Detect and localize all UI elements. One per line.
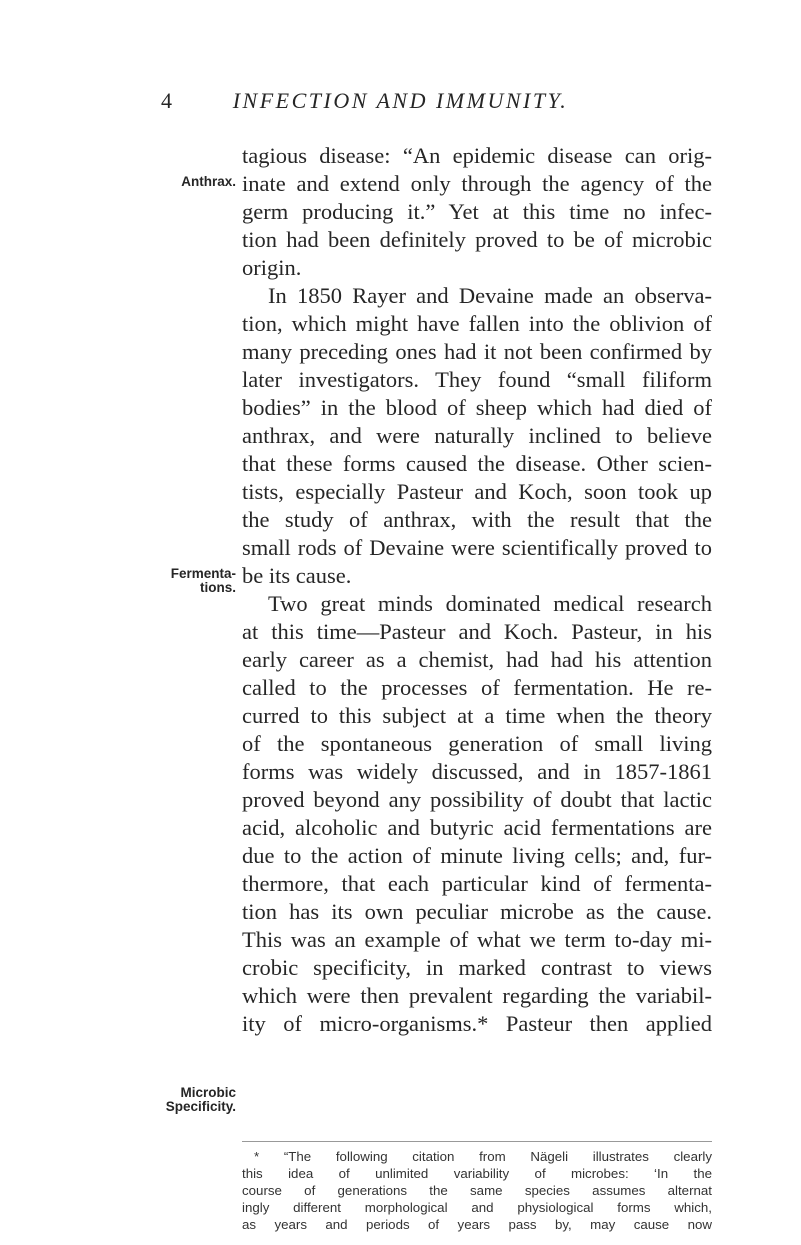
body-line: thermore, that each particular kind of fermenta- — [242, 871, 712, 896]
body-line: tion has its own peculiar microbe as the cause. — [242, 899, 712, 924]
body-line: later investigators. They found “small filiform — [242, 367, 712, 392]
page-header — [0, 86, 801, 116]
footnote-line: * “The following citation from Nägeli illustrates clearly — [254, 1149, 712, 1164]
body-line: tion, which might have fallen into the oblivion of — [242, 311, 712, 336]
running-title: INFECTION AND IMMUNITY. — [232, 88, 569, 113]
body-line: the study of anthrax, with the result that the — [242, 507, 712, 532]
body-line: tagious disease: “An epidemic disease can orig- — [242, 143, 712, 168]
margin-note-line: Microbic — [180, 1085, 236, 1100]
margin-note-line: Anthrax. — [181, 174, 236, 189]
footnote-line: this idea of unlimited variability of microbes: ‘In the — [242, 1166, 712, 1181]
body-line: acid, alcoholic and butyric acid fermentations are — [242, 815, 712, 840]
body-line: due to the action of minute living cells; and, fur- — [242, 843, 712, 868]
body-line: bodies” in the blood of sheep which had died of — [242, 395, 712, 420]
footnote-line: course of generations the same species assumes alternat — [242, 1183, 712, 1198]
body-line: germ producing it.” Yet at this time no infec- — [242, 199, 712, 224]
body-line: at this time—Pasteur and Koch. Pasteur, in his — [242, 619, 712, 644]
body-line: This was an example of what we term to-day mi- — [242, 927, 712, 952]
footnote-line: ingly different morphological and physiological forms which, — [242, 1200, 712, 1215]
margin-note-microbic-specificity — [166, 1086, 236, 1114]
margin-note-line: tions. — [200, 580, 236, 595]
body-line: ity of micro-organisms.* Pasteur then applied — [242, 1011, 712, 1036]
body-line: tion had been definitely proved to be of microbic — [242, 227, 712, 252]
body-line: tists, especially Pasteur and Koch, soon took up — [242, 479, 712, 504]
body-line: proved beyond any possibility of doubt that lactic — [242, 787, 712, 812]
body-line: early career as a chemist, had had his attention — [242, 647, 712, 672]
footnote-divider — [242, 1141, 712, 1142]
body-line: be its cause. — [242, 563, 352, 588]
body-line: curred to this subject at a time when the theory — [242, 703, 712, 728]
body-line: which were then prevalent regarding the variabil- — [242, 983, 712, 1008]
body-line: anthrax, and were naturally inclined to believe — [242, 423, 712, 448]
body-line: called to the processes of fermentation. He re- — [242, 675, 712, 700]
body-line: forms was widely discussed, and in 1857-1861 — [242, 759, 712, 784]
body-line: of the spontaneous generation of small living — [242, 731, 712, 756]
body-line: crobic specificity, in marked contrast to views — [242, 955, 712, 980]
margin-note-line: Specificity. — [165, 1099, 236, 1114]
body-line: inate and extend only through the agency of the — [242, 171, 712, 196]
body-line: In 1850 Rayer and Devaine made an observa- — [268, 283, 712, 308]
footnote-line: as years and periods of years pass by, may cause now — [242, 1217, 712, 1232]
page-number: 4 — [161, 88, 172, 113]
margin-note-anthrax — [181, 175, 236, 189]
body-line: small rods of Devaine were scientifically proved to — [242, 535, 712, 560]
margin-note-line: Fermenta- — [170, 566, 236, 581]
margin-note-fermentations — [171, 567, 236, 595]
body-line: that these forms caused the disease. Other scien- — [242, 451, 712, 476]
body-line: origin. — [242, 255, 302, 280]
body-line: many preceding ones had it not been confirmed by — [242, 339, 712, 364]
body-line: Two great minds dominated medical research — [268, 591, 712, 616]
